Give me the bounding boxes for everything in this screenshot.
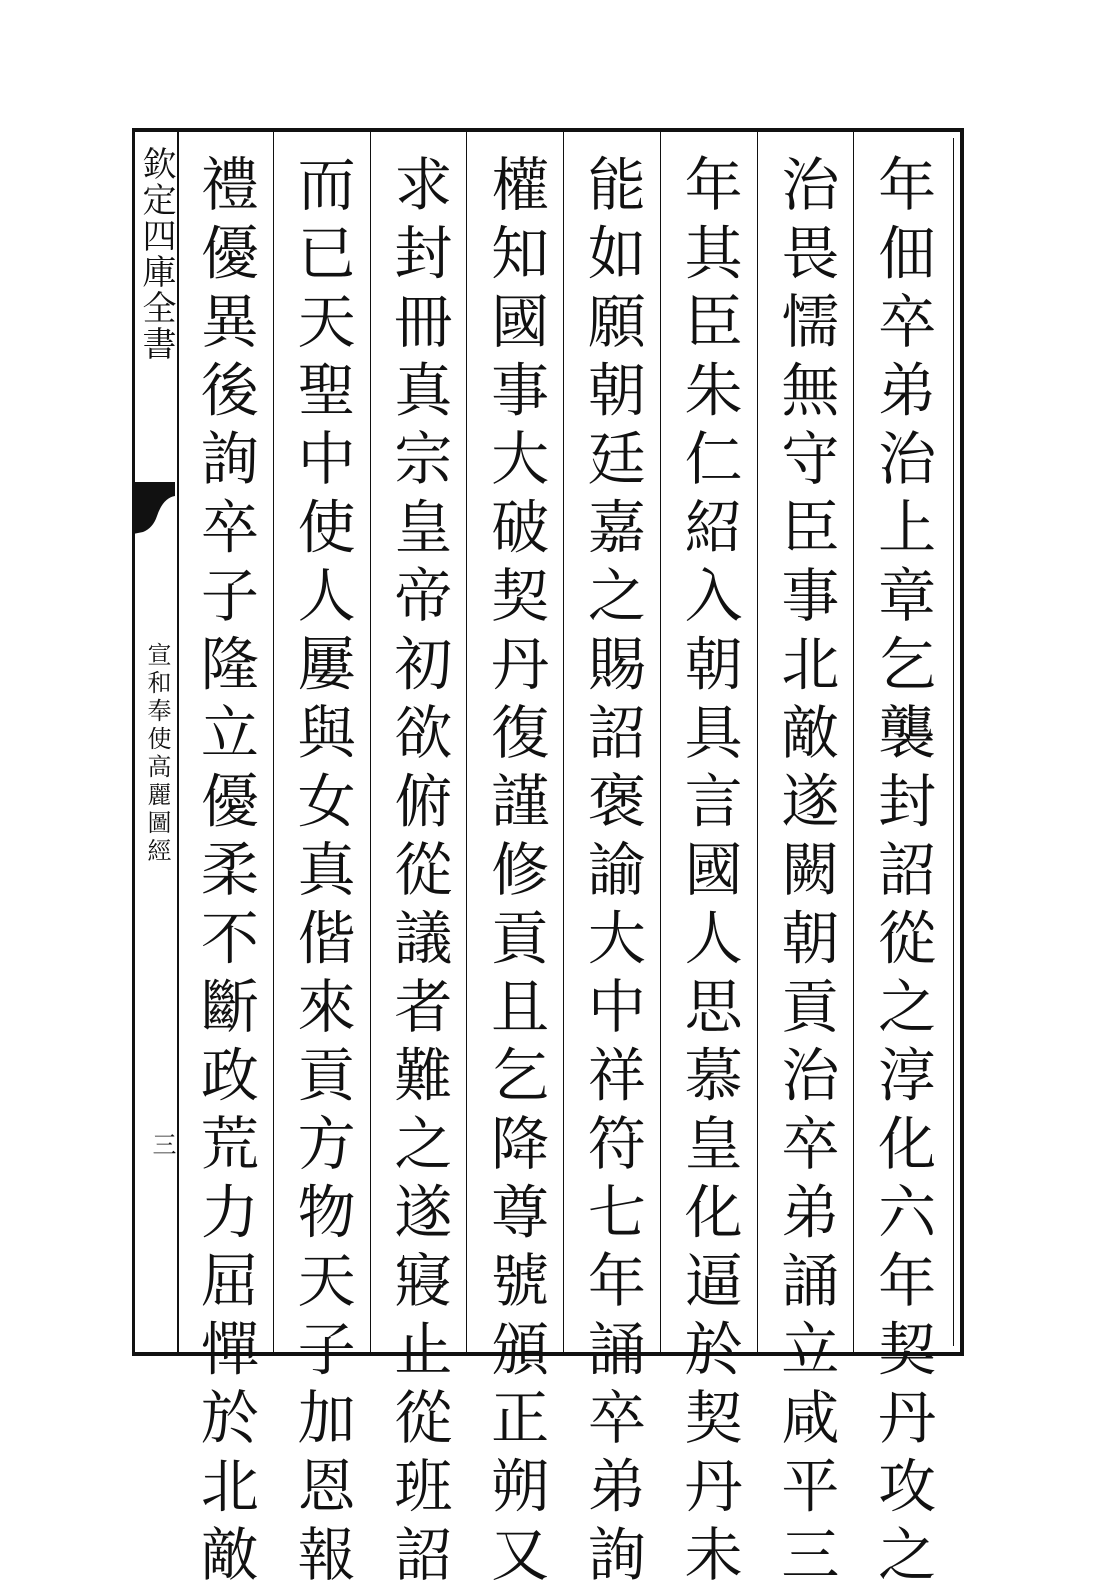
column-text: 年佃卒弟治上章乞襲封詔從之淳化六年契丹攻之 <box>868 154 937 1593</box>
page-number: 三 <box>148 1132 176 1156</box>
page-frame <box>132 128 964 1593</box>
text-column <box>370 132 467 1593</box>
column-text: 禮優異後詢卒子隆立優柔不斷政荒力屈憚於北敵 <box>190 154 259 1593</box>
margin-column <box>135 132 179 1352</box>
column-text: 而已天聖中使人屢與女真偕來貢方物天子加恩報 <box>287 154 356 1593</box>
text-column <box>273 132 370 1593</box>
text-column <box>563 132 660 1593</box>
column-text: 求封冊真宗皇帝初欲俯從議者難之遂寢止從班詔 <box>384 154 453 1593</box>
book-title: 欽定四庫全書 <box>136 146 176 362</box>
column-text: 年其臣朱仁紹入朝具言國人思慕皇化逼於契丹未 <box>674 154 743 1593</box>
text-column <box>177 132 273 1593</box>
fishtail-mark-icon <box>133 482 175 534</box>
column-text: 能如願朝廷嘉之賜詔褒諭大中祥符七年誦卒弟詢 <box>577 154 646 1593</box>
text-column <box>757 132 854 1593</box>
text-column <box>660 132 757 1593</box>
column-text: 治畏懦無守臣事北敵遂闕朝貢治卒弟誦立咸平三 <box>771 154 840 1593</box>
column-text: 權知國事大破契丹復謹修貢且乞降尊號頒正朔又 <box>481 154 550 1593</box>
text-column <box>466 132 563 1593</box>
volume-title: 宣和奉使高麗圖經 <box>143 642 171 866</box>
text-column <box>853 132 950 1593</box>
text-columns <box>177 132 950 1593</box>
